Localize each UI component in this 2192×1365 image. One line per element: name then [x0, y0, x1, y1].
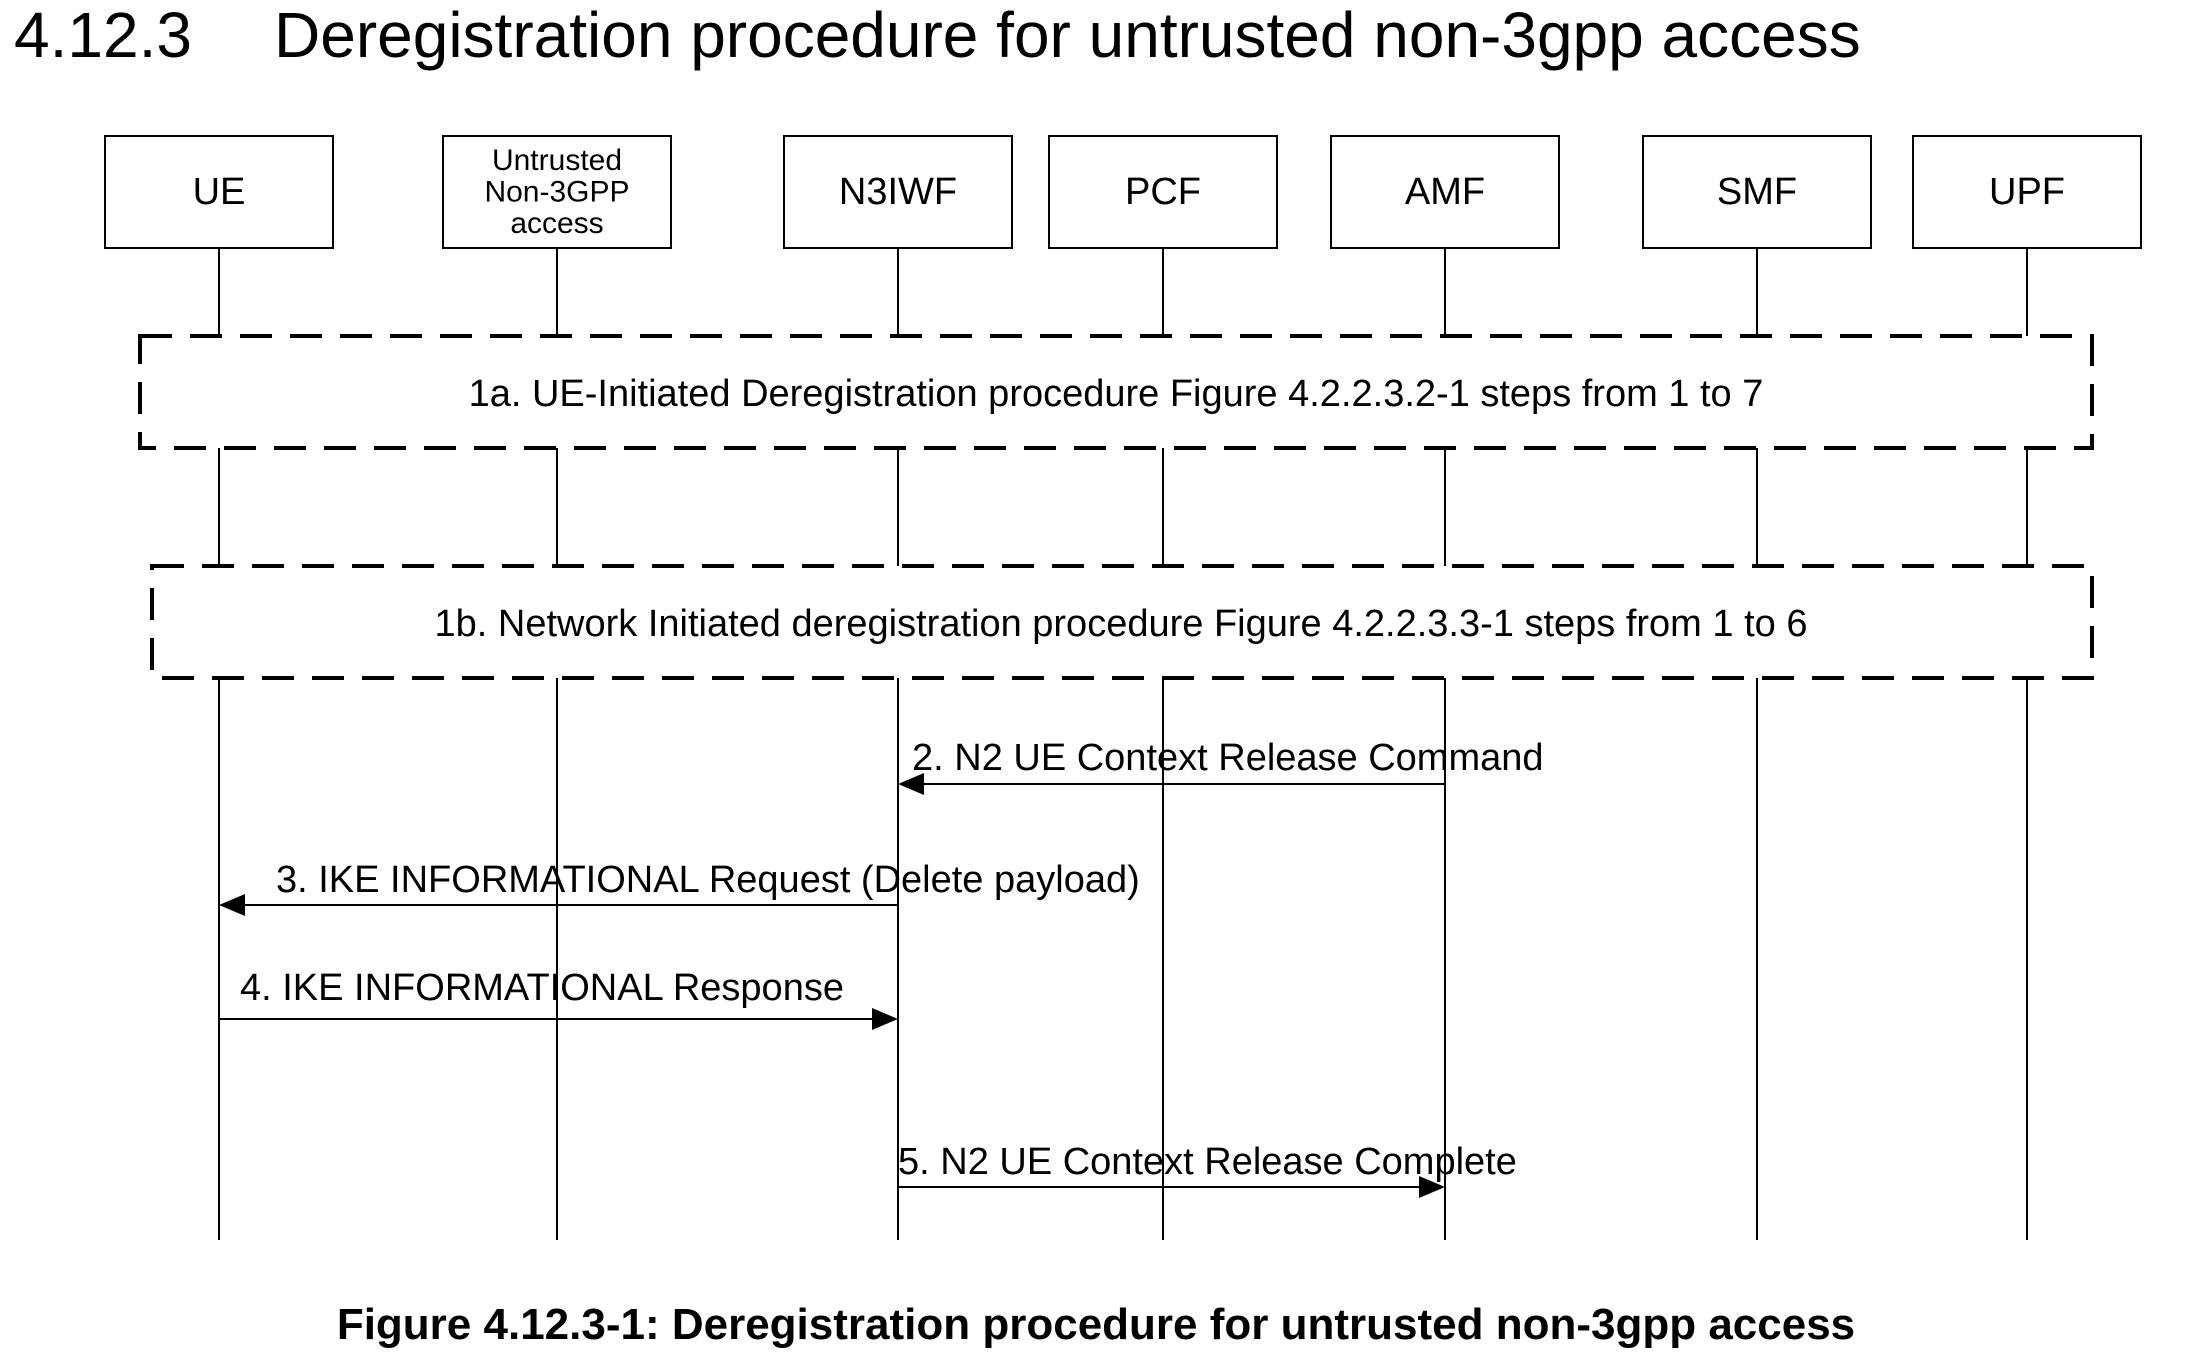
section-title: Deregistration procedure for untrusted non-3gpp access — [274, 0, 1861, 71]
participant-label: access — [510, 207, 604, 240]
participant-label: AMF — [1404, 171, 1486, 213]
message-3 — [219, 859, 1140, 916]
arrowhead — [872, 1008, 898, 1030]
participant-amf — [1331, 136, 1559, 248]
participant-untrusted — [443, 136, 671, 248]
message-4 — [219, 967, 898, 1030]
procedure-label: 1b. Network Initiated deregistration procedure Figure 4.2.2.3.3-1 steps from 1 to 6 — [434, 603, 1808, 645]
participant-n3iwf — [784, 136, 1012, 248]
participant-label: UPF — [1989, 171, 2065, 213]
message-5 — [898, 1141, 1517, 1198]
participant-smf — [1643, 136, 1871, 248]
message-label: 4. IKE INFORMATIONAL Response — [240, 967, 844, 1009]
message-label: 2. N2 UE Context Release Command — [912, 737, 1544, 779]
participant-ue — [105, 136, 333, 248]
message-label: 3. IKE INFORMATIONAL Request (Delete payload) — [276, 859, 1140, 901]
participant-upf — [1913, 136, 2141, 248]
procedure-box-1b — [152, 566, 2092, 678]
participant-label: PCF — [1125, 171, 1201, 213]
section-number: 4.12.3 — [14, 0, 192, 71]
participant-label: Untrusted — [491, 144, 623, 177]
procedure-label: 1a. UE-Initiated Deregistration procedure Figure 4.2.2.3.2-1 steps from 1 to 7 — [468, 373, 1764, 415]
figure-caption: Figure 4.12.3-1: Deregistration procedure for untrusted non-3gpp access — [336, 1300, 1856, 1349]
message-label: 5. N2 UE Context Release Complete — [898, 1141, 1517, 1183]
procedure-box-1a — [140, 336, 2092, 448]
participant-label: UE — [192, 171, 246, 213]
participant-label: N3IWF — [838, 171, 958, 213]
participant-label: SMF — [1716, 171, 1798, 213]
arrowhead — [219, 894, 245, 916]
message-2 — [898, 737, 1544, 795]
participant-pcf — [1049, 136, 1277, 248]
participant-label: Non-3GPP — [484, 175, 630, 209]
